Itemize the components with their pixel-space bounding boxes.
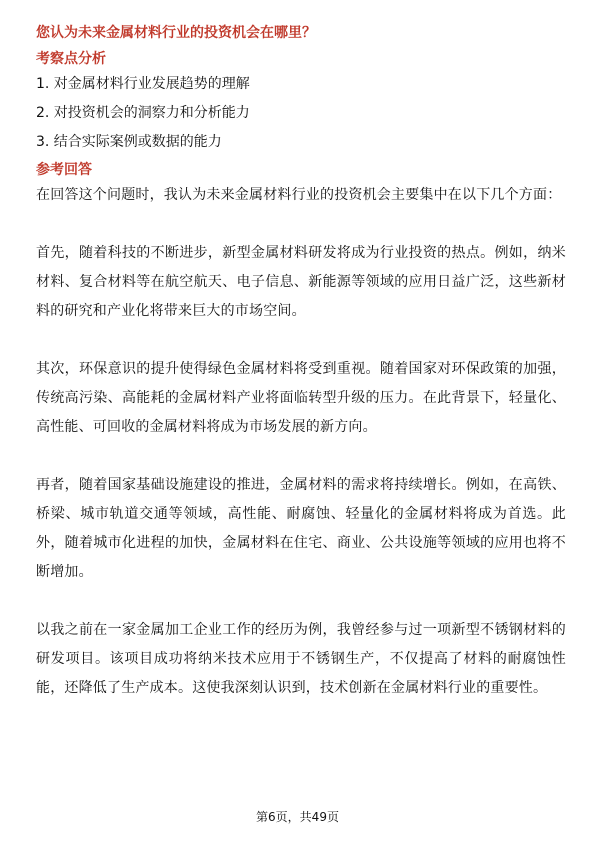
paragraph-gap [36, 210, 566, 239]
answer-paragraph-2: 其次，环保意识的提升使得绿色金属材料将受到重视。随着国家对环保政策的加强，传统高污染、高能耗的金属材料产业将面临转型升级的压力。在此背景下，轻量化、高性能、可回收的金属材料将成为市场发展的新方向。 [36, 361, 566, 435]
answer-paragraph-4: 以我之前在一家金属加工企业工作的经历为例，我曾经参与过一项新型不锈钢材料的研发项目。该项目成功将纳米技术应用于不锈钢生产，不仅提高了材料的耐腐蚀性能，还降低了生产成本。这使我深刻认识到，技术创新在金属材料行业的重要性。 [36, 622, 566, 696]
paragraph-gap [36, 587, 566, 616]
analysis-point: 3. 结合实际案例或数据的能力 [36, 134, 222, 150]
analysis-heading: 考察点分析 [36, 51, 106, 67]
answer-paragraph-1: 首先，随着科技的不断进步，新型金属材料研发将成为行业投资的热点。例如，纳米材料、复合材料等在航空航天、电子信息、新能源等领域的应用日益广泛，这些新材料的研究和产业化将带来巨大的市场空间。 [36, 245, 566, 319]
analysis-point: 1. 对金属材料行业发展趋势的理解 [36, 76, 250, 92]
paragraph-gap [36, 442, 566, 471]
page-number-footer: 第6页，共49页 [256, 810, 339, 824]
answer-paragraph-3: 再者，随着国家基础设施建设的推进，金属材料的需求将持续增长。例如，在高铁、桥梁、城市轨道交通等领域，高性能、耐腐蚀、轻量化的金属材料将成为首选。此外，随着城市化进程的加快，金属材料在住宅、商业、公共设施等领域的应用也将不断增加。 [36, 477, 566, 580]
answer-paragraph-intro: 在回答这个问题时，我认为未来金属材料行业的投资机会主要集中在以下几个方面： [36, 187, 562, 203]
paragraph-gap [36, 326, 566, 355]
analysis-points-list [36, 70, 566, 157]
document-page [36, 22, 566, 703]
question-heading: 您认为未来金属材料行业的投资机会在哪里？ [36, 25, 316, 41]
analysis-point: 2. 对投资机会的洞察力和分析能力 [36, 105, 250, 121]
answer-heading: 参考回答 [36, 162, 92, 178]
